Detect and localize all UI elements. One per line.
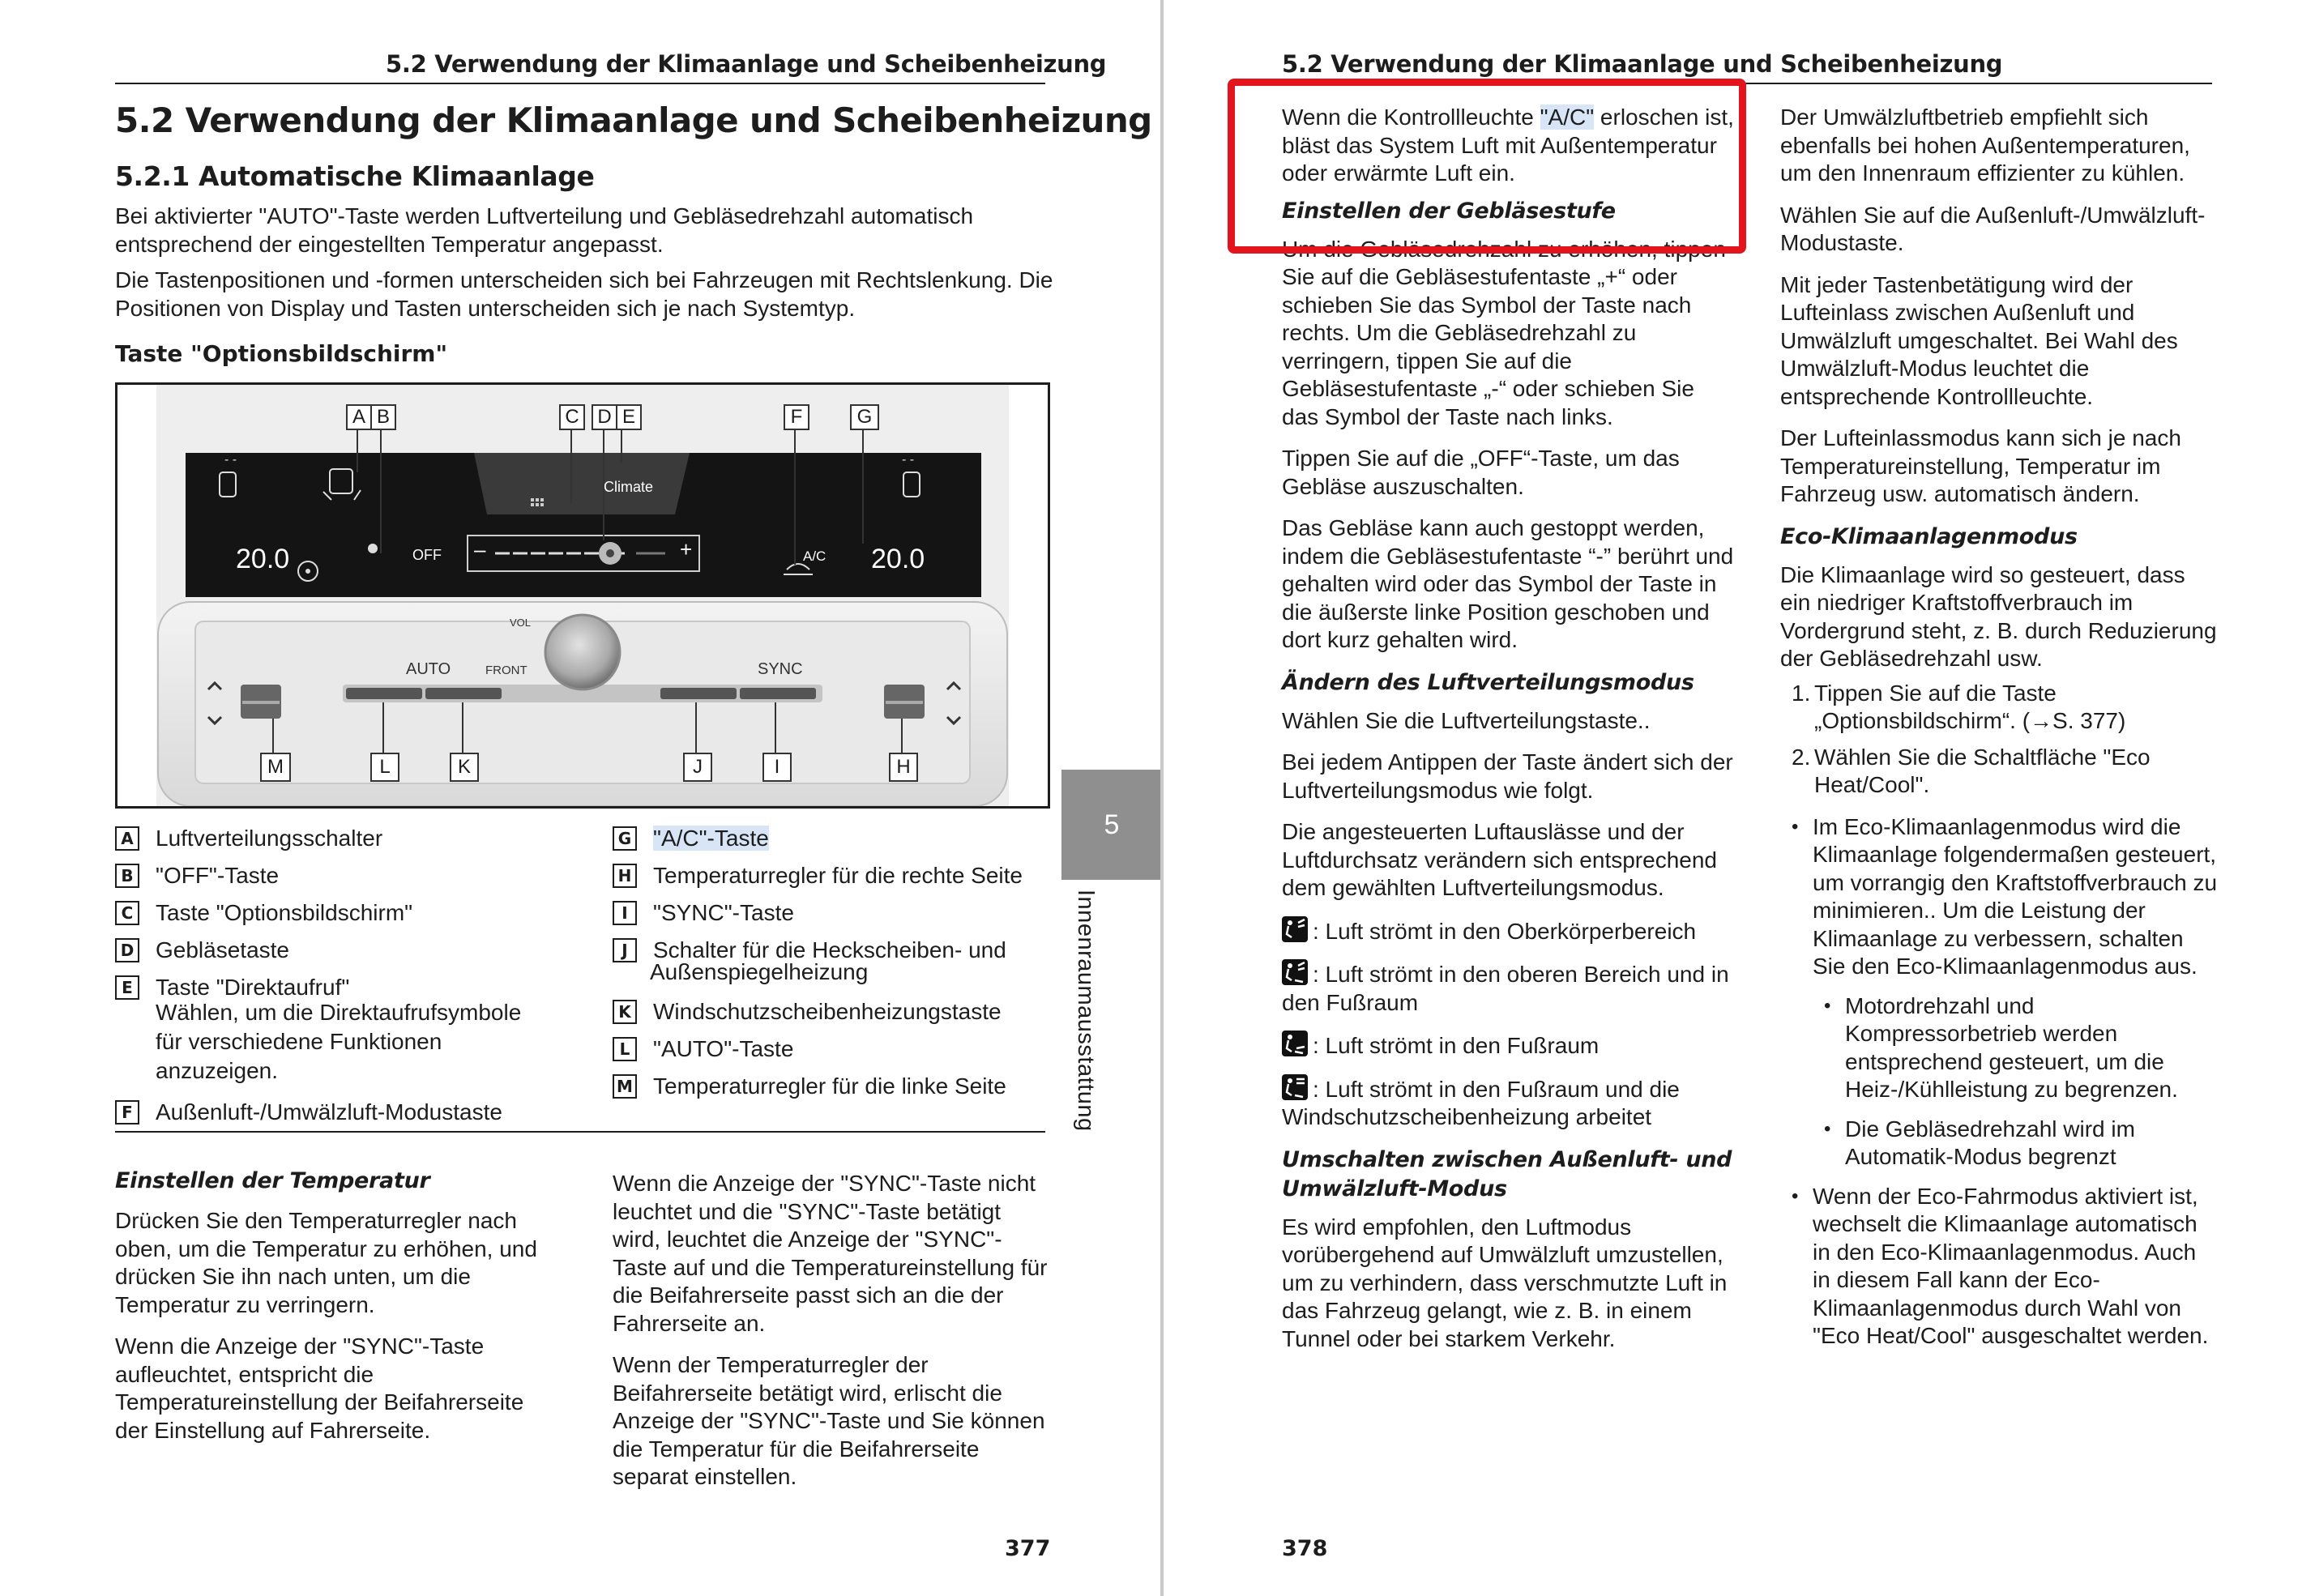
left-temperature-readout: 20.0 <box>236 544 290 574</box>
legend-key-f: F <box>115 1100 139 1124</box>
sync-button-label: SYNC <box>758 660 803 678</box>
intro-paragraph-1: Bei aktivierter "AUTO"-Taste werden Luftverteilung und Gebläsedrehzahl automatisch entsprechend der eingestellten Temperatur angepasst. <box>115 203 974 257</box>
sync-paragraph-2: Wenn der Temperaturregler der Beifahrerseite betätigt wird, erlischt die Anzeige der "SYNC"-Taste und Sie können die Temperatur für die Beifahrerseite separat einstellen. <box>613 1352 1045 1489</box>
ac-paragraph-end: erloschen ist, bläst das System Luft mit Außentemperatur oder erwärmte Luft ein. <box>1282 105 1734 186</box>
running-head-rule <box>115 83 1045 84</box>
eco-bullet-2: • Wenn der Eco-Fahrmodus aktiviert ist, wechselt die Klimaanlage automatisch in den Eco-Klimaanlagenmodus. Auch in diesem Fall kann der Eco-Klimaanlagenmodus durch Wahl von "Eco Heat/Cool" ausgeschaltet werden. <box>1780 1183 2218 1351</box>
legend-m <box>613 1071 1006 1099</box>
fan-paragraph-1: Um die Gebläsedrehzahl zu erhöhen, tippen Sie auf die Gebläsestufentaste „+“ oder schieben Sie das Symbol der Taste nach rechts. Um die Gebläsedrehzahl zu verringern, tippen Sie auf die Gebläsestufentaste „-“ oder schieben Sie das Symbol der Taste nach links. <box>1282 236 1726 429</box>
legend-d <box>115 935 289 963</box>
legend-text-j: Schalter für die Heckscheiben- und <box>653 937 1006 963</box>
auto-button-label: AUTO <box>406 660 451 678</box>
legend-key-m: M <box>613 1074 637 1099</box>
eco-step-1 <box>1780 680 2218 736</box>
legend-text-g: "A/C"-Taste <box>653 826 769 851</box>
running-head-right: 5.2 Verwendung der Klimaanlage und Scheibenheizung <box>1282 50 2003 78</box>
legend-text-b: "OFF"-Taste <box>156 863 280 889</box>
legend-text-a: Luftverteilungsschalter <box>156 826 383 851</box>
mode-upper-and-floor-text: : Luft strömt in den oberen Bereich und in den Fußraum <box>1282 962 1729 1015</box>
volume-knob-label: VOL <box>510 617 532 629</box>
legend-c <box>115 898 412 926</box>
legend-e <box>115 972 349 1001</box>
legend-e-desc-3: anzuzeigen. <box>156 1058 279 1083</box>
intake-switch-paragraph: Mit jeder Tastenbetätigung wird der Lufteinlass zwischen Außenluft und Umwälzluft umgeschaltet. Bei Wahl des Umwälzluft-Modus leuchtet die entsprechende Kontrollleuchte. <box>1780 271 2178 409</box>
select-mode-paragraph: Wählen Sie auf die Außenluft-/Umwälzluft-Modustaste. <box>1780 202 2206 255</box>
ac-button-label: A/C <box>803 548 826 564</box>
air-distribution-heading: Ändern des Luftverteilungsmodus <box>1282 669 1694 695</box>
temperature-heading: Einstellen der Temperatur <box>115 1168 430 1193</box>
eco-step-2 <box>1780 744 2218 800</box>
eco-paragraph: Die Klimaanlage wird so gesteuert, dass ein niedriger Kraftstoffverbrauch im Vordergrund steht, z. B. durch Reduzierung der Gebläsedrehzahl usw. <box>1780 561 2217 671</box>
floor-airflow-icon <box>1282 1031 1308 1056</box>
temperature-column <box>115 1167 557 1458</box>
climate-control-figure <box>115 382 1050 809</box>
eco-step-2-number: 2. <box>1792 744 1811 770</box>
legend-f <box>115 1097 502 1125</box>
legend-k <box>613 996 1002 1025</box>
legend-e-desc-2: für verschiedene Funktionen <box>156 1029 442 1054</box>
legend-h <box>613 860 1023 889</box>
legend-key-d: D <box>115 938 139 962</box>
eco-step-1-number: 1. <box>1792 680 1811 706</box>
callout-f: F <box>784 404 809 430</box>
mode-floor <box>1282 1031 1736 1060</box>
mode-floor-and-defrost-text: : Luft strömt in den Fußraum und die Windschutzscheibenheizung arbeitet <box>1282 1076 1680 1129</box>
floor-and-defrost-airflow-icon <box>1282 1074 1308 1100</box>
fan-speed-heading: Einstellen der Gebläsestufe <box>1282 198 1616 224</box>
legend-key-g: G <box>613 826 637 851</box>
fan-paragraph-2: Tippen Sie auf die „OFF“-Taste, um das Gebläse auszuschalten. <box>1282 446 1680 499</box>
legend-key-c: C <box>115 901 139 925</box>
legend-key-l: L <box>613 1037 637 1061</box>
legend-text-d: Gebläsetaste <box>156 937 289 963</box>
legend-b <box>115 860 279 889</box>
ac-highlight: "A/C" <box>1540 105 1595 130</box>
eco-bullet-1 <box>1780 813 2218 1171</box>
legend-text-i: "SYNC"-Taste <box>653 900 794 926</box>
legend-text-k: Windschutzscheibenheizungstaste <box>653 999 1002 1025</box>
ac-paragraph-start: Wenn die Kontrollleuchte <box>1282 105 1540 130</box>
legend-text-m: Temperaturregler für die linke Seite <box>653 1073 1006 1099</box>
page-number-right: 378 <box>1282 1536 1328 1561</box>
eco-sub-bullet-2: • Die Gebläsedrehzahl wird im Automatik-Modus begrenzt <box>1813 1116 2218 1171</box>
callout-b: B <box>370 404 396 430</box>
right-column-1 <box>1282 104 1736 1367</box>
mode-upper-body <box>1282 916 1736 946</box>
legend-l <box>613 1034 793 1062</box>
legend-j-desc: Außenspiegelheizung <box>650 959 869 984</box>
sync-paragraph-1: Wenn die Anzeige der "SYNC"-Taste nicht leuchtet und die "SYNC"-Taste betätigt wird, leuchtet die Anzeige der "SYNC"-Taste auf und die Temperatureinstellung für die Beifahrerseite passt sich an die der Fahrerseite an. <box>613 1171 1048 1336</box>
temperature-paragraph-1: Drücken Sie den Temperaturregler nach oben, um die Temperatur zu erhöhen, und drücken Sie ihn nach unten, um die Temperatur zu verringern. <box>115 1208 537 1317</box>
section-heading: 5.2 Verwendung der Klimaanlage und Scheibenheizung <box>115 100 1152 140</box>
callout-j: J <box>683 753 712 782</box>
mode-upper-and-floor <box>1282 959 1736 1017</box>
legend-key-a: A <box>115 826 139 851</box>
eco-steps <box>1780 680 2218 800</box>
right-temperature-readout: 20.0 <box>871 544 925 574</box>
off-button-label: OFF <box>412 547 442 563</box>
recirculation-heading: Umschalten zwischen Außenluft- und Umwälzluft-Modus <box>1282 1146 1732 1201</box>
chapter-tab: 5 <box>1061 770 1162 880</box>
front-defrost-button-label: FRONT <box>485 664 527 677</box>
intro-paragraph-2: Die Tastenpositionen und -formen unterscheiden sich bei Fahrzeugen mit Rechtslenkung. Die Positionen von Display und Tasten unterscheiden sich je nach Systemtyp. <box>115 267 1053 321</box>
distribution-paragraph-3: Die angesteuerten Luftauslässe und der Luftdurchsatz verändern sich entsprechend dem gewählten Luftverteilungsmodus. <box>1282 819 1717 900</box>
intake-auto-paragraph: Der Lufteinlassmodus kann sich je nach Temperatureinstellung, Temperatur im Fahrzeug usw. automatisch ändern. <box>1780 425 2181 506</box>
sync-column <box>613 1170 1050 1505</box>
right-column-2 <box>1780 104 2218 1364</box>
seat-heat-left-level: - - <box>224 453 237 467</box>
legend-text-l: "AUTO"-Taste <box>653 1036 794 1062</box>
callout-d: D <box>592 404 617 430</box>
distribution-paragraph-2: Bei jedem Antippen der Taste ändert sich der Luftverteilungsmodus wie folgt. <box>1282 749 1733 803</box>
legend-text-f: Außenluft-/Umwälzluft-Modustaste <box>156 1099 502 1125</box>
fan-plus-label: + <box>680 537 693 561</box>
recirculation-paragraph: Es wird empfohlen, den Luftmodus vorübergehend auf Umwälzluft umzustellen, um zu verhindern, dass verschmutzte Luft in das Fahrzeug gelangt, wie z. B. in einem Tunnel oder bei starkem Verkehr. <box>1282 1214 1728 1351</box>
intro-text <box>115 203 1055 322</box>
chapter-title-vertical <box>1070 890 1102 1149</box>
eco-sub-bullet-1: • Motordrehzahl und Kompressorbetrieb werden entsprechend gesteuert, um die Heiz-/Kühlleistung zu begrenzen. <box>1813 992 2218 1104</box>
fan-paragraph-3: Das Gebläse kann auch gestoppt werden, indem die Gebläsestufentaste “-” berührt und gehalten wird oder das Symbol der Taste in die äußerste linke Position geschoben und dort kurz gehalten wird. <box>1282 515 1734 652</box>
mode-floor-text: : Luft strömt in den Fußraum <box>1313 1033 1600 1058</box>
seat-heat-right-level: - - <box>902 453 915 467</box>
subsection-heading: 5.2.1 Automatische Klimaanlage <box>115 160 595 192</box>
eco-bullet-1-text: Im Eco-Klimaanlagenmodus wird die Klimaanlage folgendermaßen gesteuert, um vorrangig den Kraftstoffverbrauch zu minimieren.. Um die Leistung der Klimaanlage zu verbessern, schalten Sie den Eco-Klimaanlagenmodus aus. <box>1813 813 2218 979</box>
temperature-paragraph-2: Wenn die Anzeige der "SYNC"-Taste aufleuchtet, entspricht die Temperatureinstellung der Beifahrerseite der Einstellung auf Fahrerseite. <box>115 1334 524 1443</box>
eco-sub-bullets <box>1813 992 2218 1171</box>
legend-i <box>613 898 794 926</box>
legend-a <box>115 823 382 851</box>
legend-key-b: B <box>115 864 139 888</box>
legend-key-i: I <box>613 901 637 925</box>
eco-mode-heading: Eco-Klimaanlagenmodus <box>1780 523 2078 549</box>
legend-g <box>613 823 769 851</box>
chapter-title-text: Innenraumausstattung <box>1073 890 1099 1132</box>
callout-m: M <box>260 753 291 782</box>
climate-control-illustration <box>117 385 1048 806</box>
legend-key-j: J <box>613 938 637 962</box>
upper-body-airflow-icon <box>1282 916 1308 942</box>
upper-and-floor-airflow-icon <box>1282 959 1308 985</box>
callout-a: A <box>346 404 372 430</box>
callout-k: K <box>450 753 479 782</box>
legend-e-desc-1: Wählen, um die Direktaufrufsymbole <box>156 1000 522 1025</box>
page-number-left: 377 <box>1005 1536 1051 1561</box>
running-head-left: 5.2 Verwendung der Klimaanlage und Scheibenheizung <box>386 50 1107 78</box>
legend-text-e: Taste "Direktaufruf" <box>156 975 350 1001</box>
eco-step-1-text: Tippen Sie auf die Taste „Optionsbildschirm“. (→S. 377) <box>1814 680 2126 733</box>
mode-upper-body-text: : Luft strömt in den Oberkörperbereich <box>1313 918 1697 944</box>
distribution-paragraph-1: Wählen Sie die Luftverteilungstaste.. <box>1282 707 1651 733</box>
legend-key-e: E <box>115 975 139 1000</box>
callout-h: H <box>889 753 918 782</box>
callout-c: C <box>559 404 585 430</box>
legend-key-k: K <box>613 1000 637 1024</box>
callout-i: I <box>762 753 792 782</box>
mode-floor-and-defrost <box>1282 1074 1736 1132</box>
eco-step-2-text: Wählen Sie die Schaltfläche "Eco Heat/Cool". <box>1814 744 2151 797</box>
legend-key-h: H <box>613 864 637 888</box>
recirc-cooling-paragraph: Der Umwälzluftbetrieb empfiehlt sich ebenfalls bei hohen Außentemperaturen, um den Innenraum effizienter zu kühlen. <box>1780 105 2190 186</box>
legend-text-c: Taste "Optionsbildschirm" <box>156 900 413 926</box>
annotation-highlight-box <box>1228 79 1746 254</box>
legend-divider <box>115 1131 1045 1133</box>
callout-e: E <box>616 404 642 430</box>
callout-g: G <box>850 404 879 430</box>
legend-text-h: Temperaturregler für die rechte Seite <box>653 863 1023 889</box>
figure-caption: Taste "Optionsbildschirm" <box>115 340 448 367</box>
eco-bullets <box>1780 813 2218 1351</box>
callout-l: L <box>370 753 399 782</box>
climate-button-label: Climate <box>604 479 654 495</box>
fan-minus-label: – <box>474 537 486 561</box>
